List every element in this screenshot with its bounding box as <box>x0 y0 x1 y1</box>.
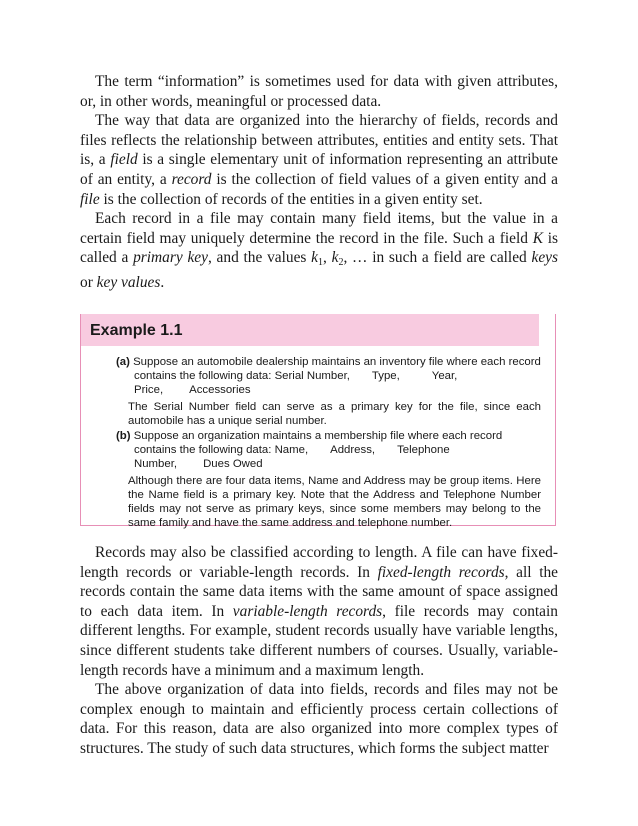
example-header <box>81 314 539 346</box>
paragraph-data-structures: The above organization of data into fields, records and files may not be complex enough to maintain and efficiently process certain collections of data. For this reason, data are also organized into more complex types of structures. The study of such data structures, which forms the subject matter <box>80 681 558 757</box>
example-item-a: (a) Suppose an automobile dealership maintains an inventory file where each record contains the following data: Serial Number, Type, Year, Price, Accessories <box>116 356 541 397</box>
example-body <box>116 355 541 530</box>
paragraph-primary-key: Each record in a file may contain many field items, but the value in a certain field may uniquely determine the record in the file. Such a field K is called a primary key, and the values $k_1$, $k_2$, … in such a field are called keys or key values. <box>80 210 558 291</box>
term-keys: keys <box>531 249 558 267</box>
example-note-b: Although there are four data items, Name and Address may be group items. Here the Name field is a primary key. Note that the Address and Telephone Number fields may not serve as primary keys, since some members may belong to the same family and have the same address and telephone number. <box>128 474 541 530</box>
term-variable-length: variable-length records <box>232 602 383 620</box>
example-title: Example 1.1 <box>90 322 183 339</box>
term-file: file <box>80 190 100 208</box>
term-field: field <box>110 151 138 169</box>
intro-section <box>80 72 558 293</box>
term-fixed-length: fixed-length records <box>377 563 505 581</box>
term-key-values: key values <box>96 273 161 291</box>
term-primary-key: primary key <box>133 249 208 267</box>
example-box <box>80 314 556 530</box>
paragraph-information: The term “information” is sometimes used for data with given attributes, or, in other words, meaningful or processed data. <box>80 73 558 110</box>
example-note-a: The Serial Number field can serve as a primary key for the file, since each automobile has a unique serial number. <box>128 400 541 427</box>
term-record: record <box>171 170 212 188</box>
paragraph-hierarchy: The way that data are organized into the hierarchy of fields, records and files reflects the relationship between attributes, entities and entity sets. That is, a field is a single elementary unit of information representing an attribute of an entity, a record is the collection of field values of a given entity and a file is the collection of records of the entities in a given entity set. <box>80 112 558 208</box>
body-section <box>80 543 558 759</box>
example-item-b: (b) Suppose an organization maintains a membership file where each record contains the following data: Name, Address, Telephone Number, Dues Owed <box>116 430 503 471</box>
paragraph-record-length: Records may also be classified according to length. A file can have fixed-length records or variable-length records. In fixed-length records, all the records contain the same data items with the same amount of space assigned to each data item. In variable-length records, file records may contain different lengths. For example, student records usually have variable lengths, since different students take different numbers of courses. Usually, variable-length records have a minimum and a maximum length. <box>80 544 558 679</box>
